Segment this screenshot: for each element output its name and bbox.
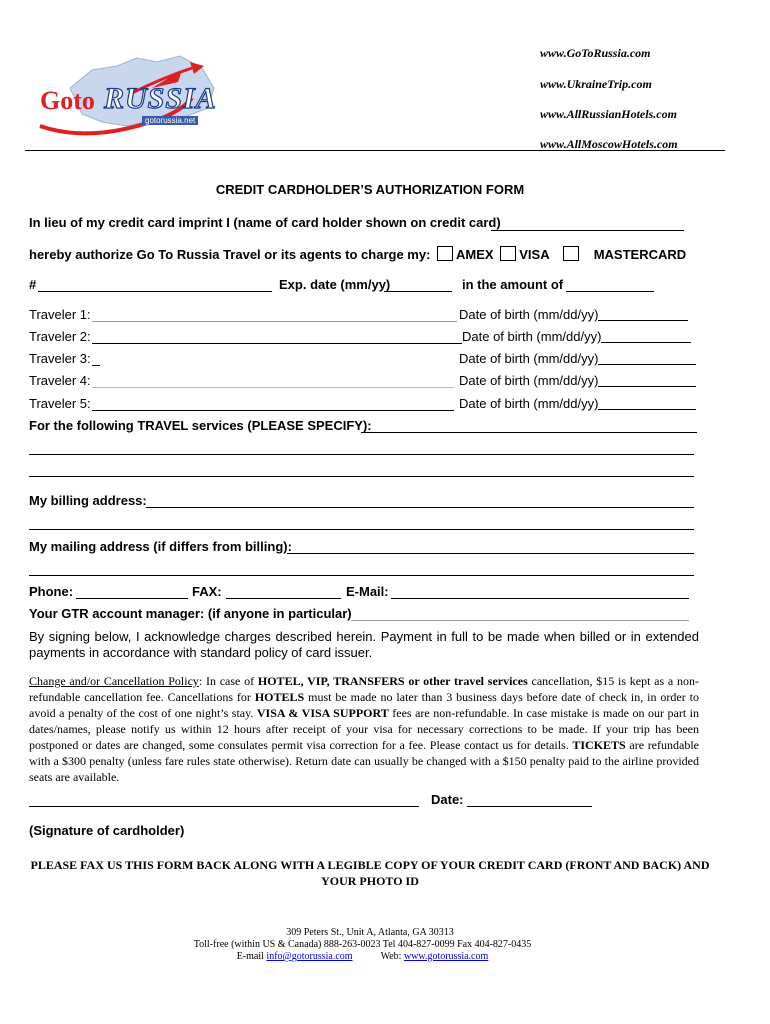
billing-address-label: My billing address: bbox=[29, 493, 147, 508]
card-number-label: # bbox=[29, 277, 37, 292]
traveler-5-label: Traveler 5: bbox=[29, 396, 91, 411]
traveler-4-name-field[interactable] bbox=[92, 387, 454, 388]
logo-russia-text: RUSSIA bbox=[104, 82, 217, 115]
policy-text-3: must be made no later than 3 business days before date of check in, in order to avoid a penalty of the cost of one night’s stay. bbox=[29, 690, 700, 720]
phone-label: Phone: bbox=[29, 584, 74, 599]
header-link-gotorussia[interactable]: www.GoToRussia.com bbox=[540, 46, 651, 60]
gotorussia-logo bbox=[32, 48, 222, 143]
services-field-line-1[interactable] bbox=[361, 432, 697, 433]
card-number-field[interactable] bbox=[38, 291, 272, 292]
footer-web-link[interactable]: www.gotorussia.com bbox=[403, 951, 489, 962]
policy-bold-1: HOTEL, VIP, TRANSFERS or other travel services bbox=[257, 674, 528, 688]
visa-label: VISA bbox=[519, 247, 550, 262]
traveler-2-dob-field[interactable] bbox=[601, 342, 691, 343]
policy-text-1: : In case of bbox=[198, 674, 258, 688]
footer-address: 309 Peters St., Unit A, Atlanta, GA 30313 bbox=[286, 927, 454, 938]
footer-phones: Toll-free (within US & Canada) 888-263-0023 Tel 404-827-0099 Fax 404-827-0435 bbox=[193, 939, 532, 950]
traveler-3-dob-label: Date of birth (mm/dd/yy) bbox=[459, 351, 599, 366]
signature-field[interactable] bbox=[29, 806, 419, 807]
cardholder-name-field[interactable] bbox=[491, 230, 684, 231]
cardholder-name-label: In lieu of my credit card imprint I (name of card holder shown on credit card) bbox=[29, 215, 501, 230]
header-link-ukrainetrip[interactable]: www.UkraineTrip.com bbox=[540, 77, 652, 91]
services-label: For the following TRAVEL services (PLEASE SPECIFY): bbox=[29, 418, 372, 433]
email-label: E-Mail: bbox=[346, 584, 389, 599]
traveler-1-name-field[interactable] bbox=[92, 321, 457, 322]
traveler-4-label: Traveler 4: bbox=[29, 373, 91, 388]
services-field-line-2[interactable] bbox=[29, 454, 694, 455]
traveler-4-dob-label: Date of birth (mm/dd/yy) bbox=[459, 373, 599, 388]
policy-text-5: are refundable with a $300 penalty (unless fare rules state otherwise). Return date can usually be changed with a $150 penalty paid to the airline provided seats are available. bbox=[29, 738, 699, 784]
exp-date-field[interactable] bbox=[384, 291, 452, 292]
traveler-1-label: Traveler 1: bbox=[29, 307, 91, 322]
acknowledgement-text: By signing below, I acknowledge charges described herein. Payment in full to be made when billed or in extended payments in accordance with standard policy of card issuer. bbox=[29, 629, 699, 660]
header-link-allmoscowhotels[interactable]: www.AllMoscowHotels.com bbox=[540, 137, 678, 151]
logo-goto-text: Goto bbox=[40, 86, 95, 115]
authorize-line bbox=[29, 246, 686, 262]
policy-heading: Change and/or Cancellation Policy bbox=[29, 674, 199, 688]
account-manager-label: Your GTR account manager: (if anyone in particular) bbox=[29, 606, 352, 621]
fax-label: FAX: bbox=[192, 584, 222, 599]
amex-label: AMEX bbox=[456, 247, 494, 262]
footer-contact bbox=[0, 951, 725, 962]
billing-address-field-2[interactable] bbox=[29, 529, 694, 530]
footer-email-prefix: E-mail bbox=[236, 951, 267, 962]
phone-field[interactable] bbox=[76, 598, 188, 599]
fax-field[interactable] bbox=[226, 598, 341, 599]
policy-bold-2: HOTELS bbox=[254, 690, 305, 704]
mailing-address-field-1[interactable] bbox=[287, 553, 694, 554]
traveler-4-dob-field[interactable] bbox=[598, 386, 696, 387]
amex-checkbox[interactable] bbox=[437, 246, 453, 261]
exp-date-label: Exp. date (mm/yy) bbox=[279, 277, 391, 292]
policy-bold-3: VISA & VISA SUPPORT bbox=[256, 706, 389, 720]
form-title: CREDIT CARDHOLDER’S AUTHORIZATION FORM bbox=[215, 182, 525, 197]
amount-label: in the amount of bbox=[462, 277, 564, 292]
amount-field[interactable] bbox=[566, 291, 654, 292]
mastercard-checkbox[interactable] bbox=[563, 246, 579, 261]
traveler-5-dob-field[interactable] bbox=[598, 409, 696, 410]
mailing-address-label: My mailing address (if differs from billing): bbox=[29, 539, 292, 554]
mailing-address-field-2[interactable] bbox=[29, 575, 694, 576]
traveler-1-dob-field[interactable] bbox=[598, 320, 688, 321]
header-divider bbox=[25, 150, 725, 151]
traveler-5-dob-label: Date of birth (mm/dd/yy) bbox=[459, 396, 599, 411]
date-field[interactable] bbox=[467, 806, 592, 807]
traveler-1-dob-label: Date of birth (mm/dd/yy) bbox=[459, 307, 599, 322]
account-manager-field[interactable] bbox=[351, 620, 689, 621]
signature-label: (Signature of cardholder) bbox=[29, 823, 185, 838]
services-field-line-3[interactable] bbox=[29, 476, 694, 477]
footer-email-link[interactable]: info@gotorussia.com bbox=[266, 951, 353, 962]
footer-web-prefix: Web: bbox=[380, 951, 404, 962]
traveler-5-name-field[interactable] bbox=[92, 410, 454, 411]
billing-address-field-1[interactable] bbox=[146, 507, 694, 508]
policy-text-4: fees are non-refundable. In case mistake is made on our part in dates/names, please notify us within 12 hours after receipt of your visa for necessary corrections to be made. If your trip has been postponed or dates are changed, some consulates permit visa correction for a fee. Please contact us for details. bbox=[29, 706, 700, 752]
traveler-2-label: Traveler 2: bbox=[29, 329, 91, 344]
traveler-2-name-field[interactable] bbox=[92, 343, 462, 344]
fax-notice: PLEASE FAX US THIS FORM BACK ALONG WITH A LEGIBLE COPY OF YOUR CREDIT CARD (FRONT AND BACK) AND YOUR PHOTO ID bbox=[30, 858, 710, 888]
mastercard-label: MASTERCARD bbox=[593, 247, 687, 262]
authorize-label: hereby authorize Go To Russia Travel or its agents to charge my: bbox=[29, 247, 431, 262]
cancellation-policy bbox=[29, 673, 699, 785]
policy-text-2: cancellation, $15 is kept as a non-refundable cancellation fee. Cancellations for bbox=[29, 674, 699, 704]
date-label: Date: bbox=[431, 792, 464, 807]
traveler-3-label: Traveler 3: bbox=[29, 351, 91, 366]
logo-subtext: gotorussia.net bbox=[142, 116, 198, 125]
traveler-3-dob-field[interactable] bbox=[598, 364, 696, 365]
header-link-allrussianhotels[interactable]: www.AllRussianHotels.com bbox=[540, 107, 677, 121]
policy-bold-4: TICKETS bbox=[572, 738, 626, 752]
traveler-2-dob-label: Date of birth (mm/dd/yy) bbox=[462, 329, 602, 344]
visa-checkbox[interactable] bbox=[500, 246, 516, 261]
email-field[interactable] bbox=[391, 598, 689, 599]
traveler-3-name-field[interactable] bbox=[92, 365, 100, 366]
